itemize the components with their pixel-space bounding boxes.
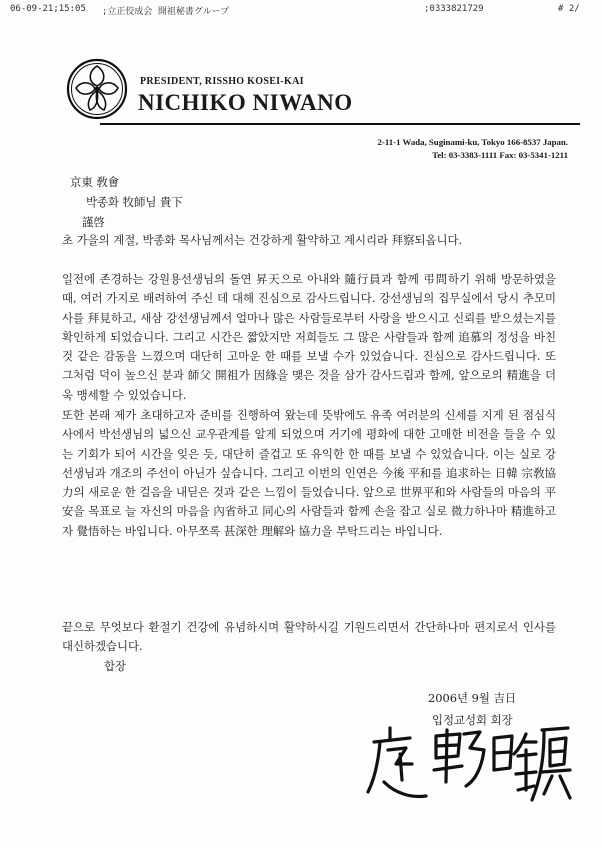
letterhead-rule (100, 123, 580, 125)
fax-page: # 2/ (558, 4, 580, 14)
salutation: 謹啓 (82, 215, 105, 229)
sender-title: 입정교성회 회장 (432, 713, 513, 727)
recipient-org: 京東 敎會 (70, 175, 120, 189)
paragraph-1: 초 가을의 계절, 박종화 목사님께서는 건강하게 활약하고 계시리라 拜察되옵니다. (62, 233, 463, 247)
fax-datetime: 06-09-21;15:05 (10, 4, 86, 14)
fax-header (10, 4, 594, 18)
letter-date: 2006년 9월 吉日 (428, 691, 517, 705)
crest-logo-icon (66, 58, 128, 120)
recipient-name: 박종화 牧師님 貴下 (86, 195, 183, 209)
fax-sender: ;立正佼成会 開祖秘書グループ (102, 7, 230, 17)
letterhead-contact: Tel: 03-3383-1111 Fax: 03-5341-1211 (432, 150, 568, 160)
paragraph-3: 또한 본래 제가 초대하고자 준비를 진행하여 왔는데 뜻밖에도 유족 여러분의 신세를 지게 된 점심식사에서 박선생님의 넓으신 교우관계를 알게 되었으며 거기에 평화에 대한 고매한 비전을 들을 수 있는 기회가 되어 시간을 잊은 듯, 대단히 즐겁고 또 유익한 한 때를 보낼 수 있었습니다. 이는 실로 강선생님과 개조의 주선이 아닌가 싶습니다. 그리고 이번의 인연은 今後 平和를 追求하는 日韓 宗敎協力의 새로운 한 걸음을 내딛은 것과 같은 느낌이 들었습니다. 앞으로 世界平和와 사람들의 마음의 平安을 목표로 늘 자신의 마음을 內省하고 同心의 사람들과 함께 손을 잡고 실로 微力하나마 精進하고자 覺悟하는 바입니다. 아무쪼록 甚深한 理解와 協力을 부탁드리는 바입니다. (62, 408, 556, 538)
fax-number: ;0333821729 (424, 4, 484, 14)
letterhead-address: 2-11-1 Wada, Suginami-ku, Tokyo 166-8537 Japan. (377, 137, 568, 147)
letterhead-name: NICHIKO NIWANO (138, 90, 353, 115)
paragraph-2: 일전에 존경하는 강원용선생님의 돌연 昇天으로 아내와 隨行員과 함께 弔問하기 위해 방문하였을 때, 여러 가지로 배려하여 주신 데 대해 진심으로 감사드립니다. 강선생님의 집무실에서 당시 추모미사를 拜見하고, 새삼 강선생님께서 얼마나 많은 사람들로부터 사랑을 받으시고 신뢰를 받으셨는지를 확인하게 되었습니다. 그리고 시간은 짧았지만 저희들도 그 많은 사람들과 함께 追慕의 정성을 바친 것 같은 감동을 느꼈으며 대단히 고마운 한 때를 보낼 수가 있었습니다. 진심으로 감사드립니다. 또 그처럼 덕이 높으신 분과 師父 開祖가 因緣을 맺은 것을 삼가 감사드림과 함께, 앞으로의 精進을 더욱 맹세할 수 있었습니다. (62, 272, 556, 402)
letterhead-address-block (378, 136, 569, 162)
letterhead-title: PRESIDENT, RISSHO KOSEI-KAI (140, 76, 304, 87)
paragraph-4: 끝으로 무엇보다 환절기 건강에 유념하시며 활약하시길 기원드리면서 간단하나마 편지로서 인사를 대신하겠습니다. (62, 620, 556, 654)
handwritten-signature (366, 720, 572, 810)
closing: 합장 (104, 659, 127, 673)
